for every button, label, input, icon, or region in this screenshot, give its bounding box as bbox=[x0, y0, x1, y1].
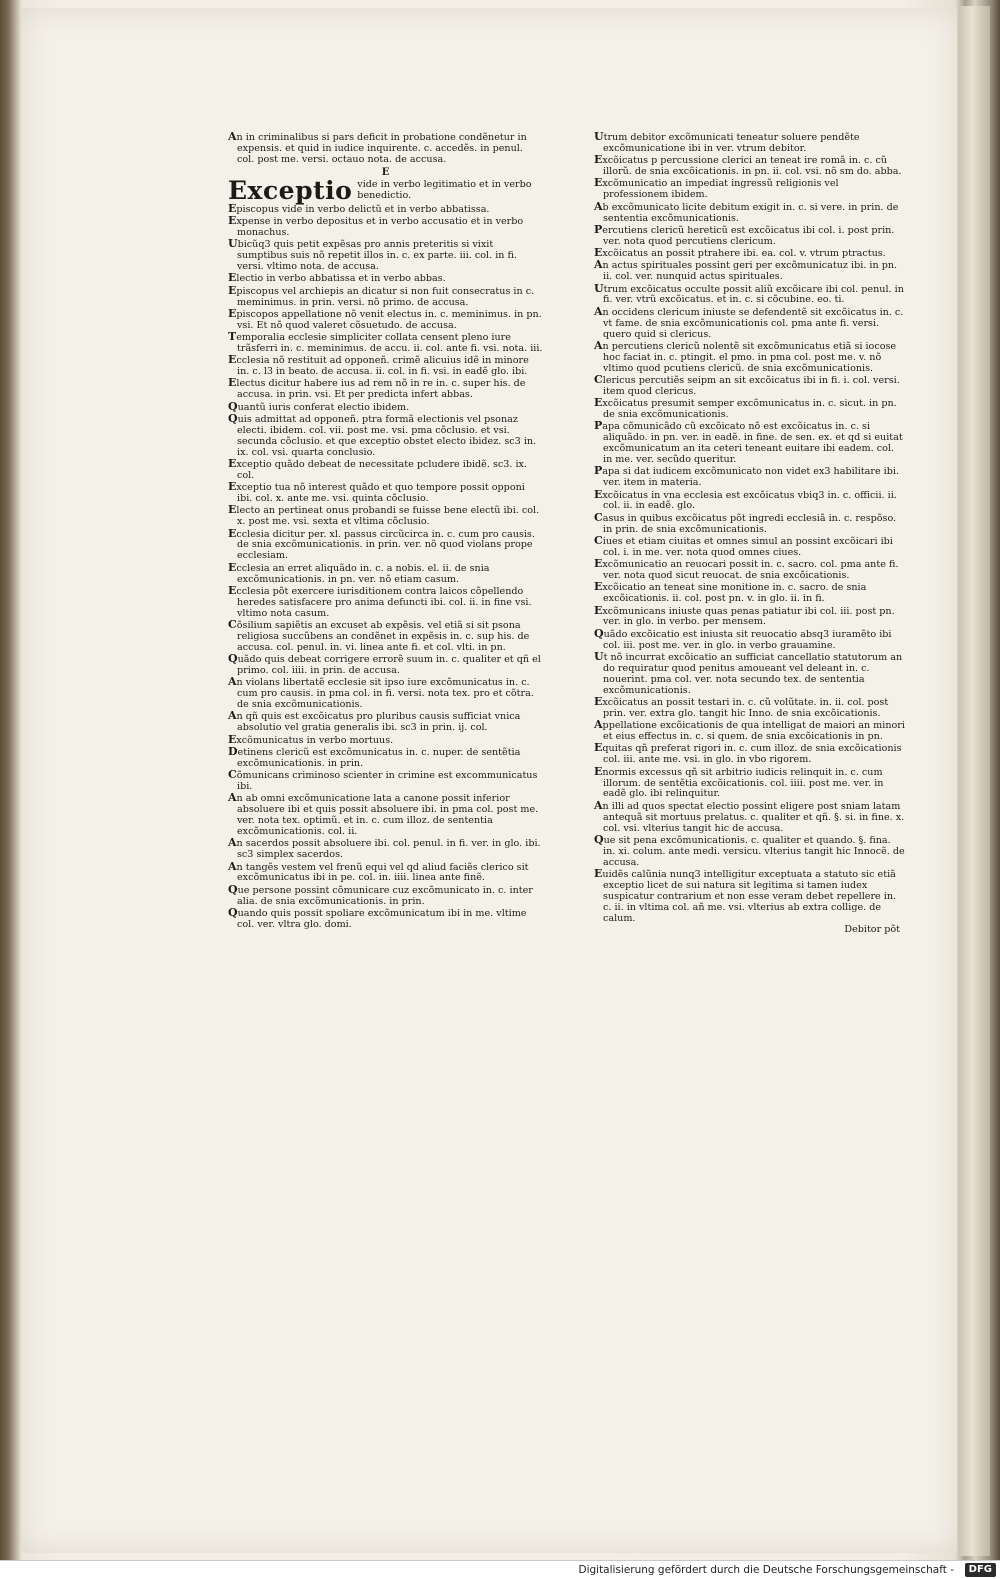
index-entry: Quãdo quis debeat corrigere errorẽ suum in. c. qualiter et qñ el primo. col. iiii. in prin. de accusa. bbox=[228, 652, 541, 676]
index-entry: Clericus percutiẽs seipm an sit excõicatus ibi in fi. i. col. versi. item quod clericus. bbox=[594, 372, 900, 397]
index-entry: Excõicatus an possit ptrahere ibi. ea. col. v. vtrum ptractus. bbox=[594, 246, 886, 260]
index-entry: Quando quis possit spoliare excõmunicatum ibi in me. vltime col. ver. vltra glo. domi. bbox=[228, 905, 527, 930]
index-entry: Episcopus vel archiepis an dicatur si non fuit consecratus in c. meminimus. in prin. versi. nõ primo. de accusa. bbox=[228, 283, 535, 308]
index-entry: An ab omni excõmunicatione lata a canone possit inferior absoluere ibi et quis possit absoluere ibi. in pma col. post me. ver. nota tex. optimũ. et in. c. cum illoz. de sententia excõmunicationis. col. ii. bbox=[228, 791, 539, 838]
index-entry: An sacerdos possit absoluere ibi. col. penul. in fi. ver. in glo. ibi. sc3 simplex sacerdos. bbox=[228, 836, 541, 861]
left-column bbox=[228, 132, 543, 931]
right-column bbox=[594, 132, 906, 936]
index-entry: Quantũ iuris conferat electio ibidem. bbox=[228, 399, 410, 413]
index-entry: Excõicatus an possit testari in. c. cũ volũtate. in. ii. col. post prin. ver. extra glo. tangit hic Inno. de snia excõicationis. bbox=[594, 695, 889, 719]
index-entry: Cõsilium sapiẽtis an excuset ab expẽsis. vel etiã si sit psona religiosa succũbens an condẽnet in expẽsis in. c. sup his. de accusa. col. penul. in. vi. linea ante fi. et col. vlti. in pn. bbox=[228, 617, 530, 653]
index-entry: Ab excõmunicato licite debitum exigit in. c. si vere. in prin. de sententia excõmunicationis. bbox=[594, 199, 899, 224]
section-letter: E bbox=[381, 166, 390, 178]
index-entry: Enormis excessus qñ sit arbitrio iudicis relinquit in. c. cum illorum. de sentẽtia excõicationis. col. iiii. post me. ver. in eadẽ glo. ibi relinquitur. bbox=[594, 764, 884, 800]
index-entry: Ubicũq3 quis petit expẽsas pro annis preteritis si vixit sumptibus suis nõ repetit illos in. c. ex parte. iii. col. in fi. versi. vltimo nota. de accusa. bbox=[228, 237, 517, 273]
index-entry: Temporalia ecclesie simpliciter collata censent pleno iure trãsferri in. c. meminimus. de accu. ii. col. ante fi. vsi. nota. iii. bbox=[228, 330, 543, 354]
index-entry: An percutiens clericũ nolentẽ sit excõmunicatus etiã si iocose hoc faciat in. c. ptingit. el pmo. in pma col. post me. v. nõ vltimo quod pcutiens clericũ. de snia excõmunicationis. bbox=[594, 338, 897, 374]
index-entry: Euidẽs calũnia nunq3 intelligitur exceptuata a statuto sic etiã exceptio licet de sui natura sit legitima si tamen iudex suspicatur contrarium et non esse veram debet repellere in. c. ii. in vltima col. añ me. vsi. vlterius ab extra collige. de calum. bbox=[594, 866, 897, 924]
index-entry: Detinens clericũ est excõmunicatus in. c. nuper. de sentẽtia excõmunicationis. in prin. bbox=[228, 744, 521, 769]
next-page-edge bbox=[960, 6, 990, 1556]
index-entry: Cõmunicans criminoso scienter in crimine est excommunicatus ibi. bbox=[228, 768, 538, 793]
right-column-entries bbox=[594, 132, 906, 924]
index-entry: Percutiens clericũ hereticũ est excõicatus ibi col. i. post prin. ver. nota quod percutiens clericum. bbox=[594, 222, 895, 247]
left-column-entries bbox=[228, 201, 543, 931]
index-entry: Que persone possint cõmunicare cuz excõmunicato in. c. inter alia. de snia excõmunicationis. in prin. bbox=[228, 882, 533, 907]
index-entry: Expense in verbo depositus et in verbo accusatio et in verbo monachus. bbox=[228, 214, 524, 238]
index-entry: Excõmunicatio an impediat ingressũ religionis vel professionem ibidem. bbox=[594, 176, 839, 201]
index-entry: Ecclesia nõ restituit ad opponeñ. crimẽ alicuius idẽ in minore in. c. l3 in beato. de accusa. ii. col. in fi. vsi. in eadẽ glo. ibi. bbox=[228, 353, 529, 378]
index-entry: Exceptio tua nõ interest quãdo et quo tempore possit opponi ibi. col. x. ante me. vsi. quinta cõclusio. bbox=[228, 480, 525, 505]
index-entry: Excõicatus in vna ecclesia est excõicatus vbiq3 in. c. officii. ii. col. ii. in eadẽ. glo. bbox=[594, 487, 897, 512]
index-entry: Equitas qñ preferat rigori in. c. cum illoz. de snia excõicationis col. iii. ante me. vsi. in glo. in vbo rigorem. bbox=[594, 741, 902, 766]
index-entry: Electo an pertineat onus probandi se fuisse bene electũ ibi. col. x. post me. vsi. sexta et vltima cõclusio. bbox=[228, 503, 540, 528]
index-entry: Excõmunicans iniuste quas penas patiatur ibi col. iii. post pn. ver. in glo. in verbo. per mensem. bbox=[594, 603, 895, 628]
index-entry: Utrum excõicatus occulte possit aliũ excõicare ibi col. penul. in fi. ver. vtrũ excõicatus. et in. c. si cõcubine. eo. ti. bbox=[594, 281, 904, 306]
index-entry: Excõmunicatus in verbo mortuus. bbox=[228, 732, 394, 746]
index-entry: Excõicatio an teneat sine monitione in. c. sacro. de snia excõicationis. ii. col. post pn. v. in glo. ii. in fi. bbox=[594, 580, 867, 605]
index-entry: An actus spirituales possint geri per excõmunicatuz ibi. in pn. ii. col. ver. nunquid actus spirituales. bbox=[594, 258, 898, 283]
index-entry: Exceptio quãdo debeat de necessitate pcludere ibidẽ. sc3. ix. col. bbox=[228, 456, 527, 481]
index-entry: Papa si dat iudicem excõmunicato non videt ex3 habilitare ibi. ver. item in materia. bbox=[594, 464, 900, 489]
index-entry: An occidens clericum iniuste se defendentẽ sit excõicatus in. c. vt fame. de snia excõmunicationis col. pma ante fi. versi. quero quid si clericus. bbox=[594, 304, 904, 340]
digitization-footer bbox=[0, 1560, 1000, 1579]
index-entry: Casus in quibus excõicatus põt ingredi ecclesiã in. c. respõso. in prin. de snia excõmunicationis. bbox=[594, 510, 897, 535]
heading-word: Exceptio bbox=[228, 175, 353, 205]
section-heading bbox=[228, 175, 543, 205]
index-entry: Electus dicitur habere ius ad rem nõ in re in. c. super his. de accusa. in prin. vsi. Et per predicta infert abbas. bbox=[228, 376, 526, 401]
index-entry: Excõmunicatio an reuocari possit in. c. sacro. col. pma ante fi. ver. nota quod sicut reuocat. de snia excõicationis. bbox=[594, 557, 899, 582]
index-entry: Ecclesia dicitur per. xl. passus circũcirca in. c. cum pro causis. de snia excõmunicationis. in prin. ver. nõ quod violans prope ecclesiam. bbox=[228, 526, 535, 562]
index-entry: Quis admittat ad opponeñ. ptra formã electionis vel psonaz electi. ibidem. col. vii. post me. vsi. pma cõclusio. et vsi. secunda cõclusio. et que exceptio obstet electo ibidez. sc3 in. ix. col. vsi. quarta conclusio. bbox=[228, 411, 537, 458]
index-entry: Ecclesia põt exercere iurisditionem contra laicos cõpellendo heredes satisfacere pro anima defuncti ibi. col. ii. in fine vsi. vltimo nota casum. bbox=[228, 583, 532, 619]
index-entry: An violans libertatẽ ecclesie sit ipso iure excõmunicatus in. c. cum pro causis. in pma col. in fi. versi. nota tex. pro et cõtra. de snia excõmunicationis. bbox=[228, 675, 534, 711]
index-entry: Quãdo excõicatio est iniusta sit reuocatio absq3 iuramẽto ibi col. iii. post me. ver. in glo. in verbo grauamine. bbox=[594, 626, 892, 651]
left-column-top-entries bbox=[228, 132, 543, 166]
index-entry: Excõicatus presumit semper excõmunicatus in. c. sicut. in pn. de snia excõmunicationis. bbox=[594, 396, 897, 421]
index-entry: Utrum debitor excõmunicati teneatur soluere pendẽte excõmunicatione ibi in ver. vtrum debitor. bbox=[594, 130, 860, 154]
index-entry: Ciues et etiam ciuitas et omnes simul an possint excõicari ibi col. i. in me. ver. nota quod omnes ciues. bbox=[594, 533, 893, 558]
catchword: Debitor põt bbox=[844, 923, 900, 935]
index-entry: An qñ quis est excõicatus pro pluribus causis sufficiat vnica absolutio vel gratia generalis ibi. sc3 in prin. ij. col. bbox=[228, 709, 521, 734]
index-entry: An illi ad quos spectat electio possint eligere post sniam latam antequã sit mortuus prelatus. c. qualiter et qñ. §. si. in fine. x. col. vsi. vlterius tangit hic de accusa. bbox=[594, 798, 905, 834]
index-entry: An in criminalibus si pars deficit in probatione condẽnetur in expensis. et quid in iudice inquirente. c. accedẽs. in penul. col. post me. versi. octauo nota. de accusa. bbox=[228, 130, 527, 165]
index-entry: Excõicatus p percussione clerici an teneat ire romã in. c. cũ illorũ. de snia excõicationis. in pn. ii. col. vsi. nõ sm do. abba. bbox=[594, 153, 902, 178]
index-entry: Ecclesia an erret aliquãdo in. c. a nobis. el. ii. de snia excõmunicationis. in pn. ver. nõ etiam casum. bbox=[228, 560, 490, 585]
index-entry: Papa cõmunicãdo cũ excõicato nõ est excõicatus in. c. si aliquãdo. in pn. ver. in eadẽ. in fine. de sen. ex. et qd si euitat excõmunicatum an ita ceteri teneant euitare ibi eadem. col. in me. ver. secũdo queritur. bbox=[594, 419, 903, 466]
footer-text: Digitalisierung gefördert durch die Deutsche Forschungsgemeinschaft - bbox=[578, 1564, 954, 1576]
index-entry: Ut nõ incurrat excõicatio an sufficiat cancellatio statutorum an do requiratur quod penitus amoueant vel deleant in. c. nouerint. pma col. ver. nota secundo tex. de sententia excõmunicationis. bbox=[594, 649, 903, 696]
index-entry: Que sit pena excõmunicationis. c. qualiter et quando. §. fina. in. xi. colum. ante medi. versicu. vlterius tangit hic Innocẽ. de accusa. bbox=[594, 832, 905, 868]
index-entry: Electio in verbo abbatissa et in verbo abbas. bbox=[228, 271, 446, 285]
index-entry: An tangẽs vestem vel frenũ equi vel qd aliud faciẽs clerico sit excõmunicatus ibi in pe. col. in. iiii. linea ante finẽ. bbox=[228, 859, 529, 884]
index-entry: Appellatione excõicationis de qua intelligat de maiori an minori et eius effectus in. c. si quem. de snia excõicationis in pn. bbox=[594, 718, 905, 743]
heading-text: vide in verbo legitimatio et in verbo benedictio. bbox=[357, 178, 532, 201]
dfg-logo: DFG bbox=[965, 1563, 996, 1577]
index-entry: Episcopus vide in verbo delictũ et in verbo abbatissa. bbox=[228, 201, 490, 215]
index-entry: Episcopos appellatione nõ venit electus in. c. meminimus. in pn. vsi. Et nõ quod valeret cõsuetudo. de accusa. bbox=[228, 306, 542, 331]
